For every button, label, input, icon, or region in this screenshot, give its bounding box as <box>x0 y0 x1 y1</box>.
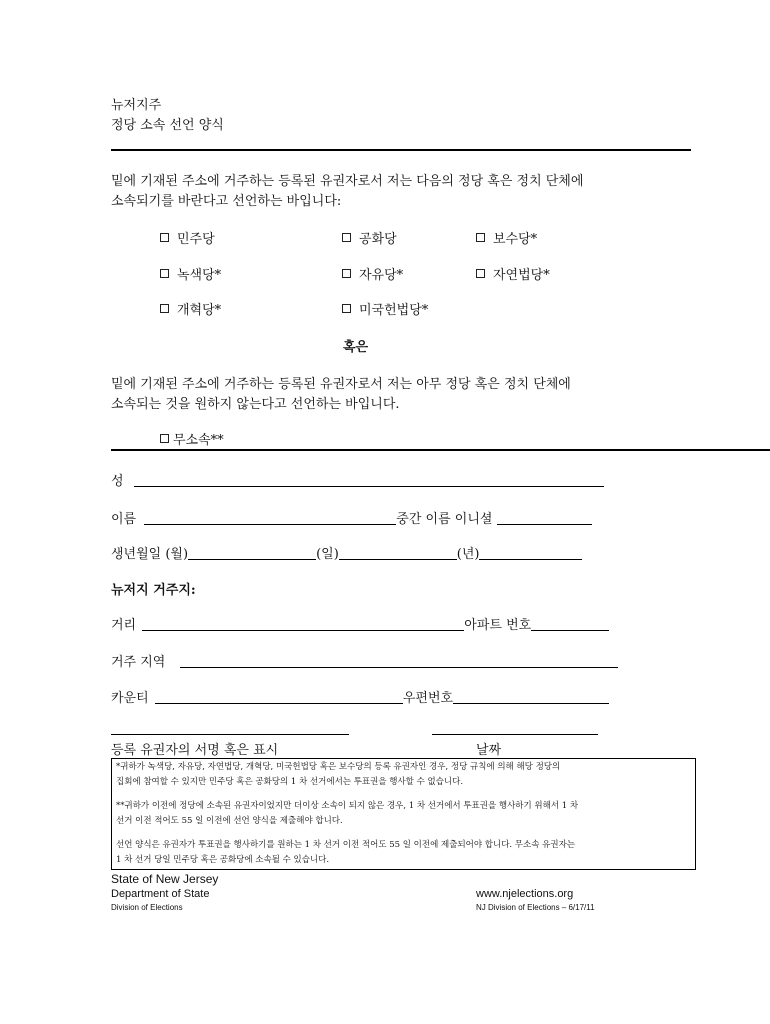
footer-state: State of New Jersey <box>111 872 219 886</box>
last-name-field[interactable] <box>134 474 604 487</box>
apt-label: 아파트 번호 <box>464 618 532 633</box>
option-conservative[interactable] <box>476 228 537 247</box>
middle-initial-label: 중간 이름 이니셜 <box>396 512 493 527</box>
date-label: 날짜 <box>476 743 502 758</box>
first-name-field[interactable] <box>144 512 396 525</box>
option-label: 자유당* <box>359 268 404 283</box>
option-label: 무소속** <box>173 433 224 448</box>
dob-year-label: (년) <box>456 547 480 562</box>
option-reform[interactable] <box>160 299 221 318</box>
checkbox[interactable] <box>160 233 169 242</box>
option-label: 공화당 <box>359 232 397 247</box>
footer-website[interactable]: www.njelections.org <box>476 888 574 900</box>
street-row <box>111 614 609 633</box>
note-1-line-2: 집회에 참여할 수 있지만 민주당 혹은 공화당의 1 차 선거에서는 투표권을 행사할 수 없습니다. <box>116 777 464 787</box>
note-2-line-1: **귀하가 이전에 정당에 소속된 유권자이었지만 더이상 소속이 되지 않은 경우, 1 차 선거에서 투표권을 행사하기 위해서 1 차 <box>116 801 579 811</box>
apt-field[interactable] <box>531 618 609 631</box>
checkbox[interactable] <box>476 269 485 278</box>
signature-field[interactable] <box>111 734 349 735</box>
street-label: 거리 <box>111 618 137 633</box>
option-label: 개혁당* <box>177 303 222 318</box>
form-title: 정당 소속 선언 양식 <box>111 118 224 133</box>
last-name-row <box>111 470 604 489</box>
affiliation-intro-line2: 소속되기를 바란다고 선언하는 바입니다: <box>111 194 342 209</box>
option-republican[interactable] <box>342 228 397 247</box>
checkbox[interactable] <box>342 304 351 313</box>
section-rule <box>111 449 770 451</box>
note-2-line-2: 선거 이전 적어도 55 일 이전에 선언 양식을 제출해야 합니다. <box>116 816 343 826</box>
dob-year-field[interactable] <box>479 547 582 560</box>
dob-month-label: 생년월일 (월) <box>111 547 189 562</box>
checkbox[interactable] <box>476 233 485 242</box>
checkbox[interactable] <box>342 233 351 242</box>
unaffiliated-intro-line2: 소속되는 것을 원하지 않는다고 선언하는 바입니다. <box>111 397 400 412</box>
footer-division: Division of Elections <box>111 903 183 912</box>
option-natural-law[interactable] <box>476 264 550 283</box>
checkbox[interactable] <box>160 304 169 313</box>
notes-box <box>111 758 696 870</box>
county-label: 카운티 <box>111 691 149 706</box>
county-field[interactable] <box>155 691 403 704</box>
zip-label: 우편번호 <box>402 691 454 706</box>
option-libertarian[interactable] <box>342 264 403 283</box>
note-3-line-1: 선언 양식은 유권자가 투표권을 행사하기를 원하는 1 차 선거 이전 적어도 55 일 이전에 제출되어야 합니다. 무소속 유권자는 <box>116 840 575 850</box>
or-label: 혹은 <box>343 340 369 355</box>
option-label: 자연법당* <box>493 268 550 283</box>
header-state: 뉴저지주 <box>111 98 162 113</box>
dob-row <box>111 543 582 562</box>
option-label: 미국헌법당* <box>359 303 429 318</box>
option-us-constitution[interactable] <box>342 299 428 318</box>
signature-label: 등록 유권자의 서명 혹은 표시 <box>111 743 279 758</box>
dob-day-label: (일) <box>316 547 339 562</box>
option-label: 민주당 <box>177 232 215 247</box>
note-3-line-2: 1 차 선거 당일 민주당 혹은 공화당에 소속될 수 있습니다. <box>116 855 330 865</box>
option-unaffiliated[interactable] <box>160 429 224 448</box>
option-label: 보수당* <box>493 232 538 247</box>
zip-field[interactable] <box>453 691 609 704</box>
dob-month-field[interactable] <box>188 547 316 560</box>
first-name-row <box>111 508 592 527</box>
header-rule <box>111 149 691 151</box>
dob-day-field[interactable] <box>339 547 457 560</box>
option-label: 녹색당* <box>177 268 222 283</box>
street-field[interactable] <box>142 618 464 631</box>
checkbox[interactable] <box>160 434 169 443</box>
last-name-label: 성 <box>111 474 124 489</box>
county-row <box>111 687 609 706</box>
affiliation-intro-line1: 밑에 기재된 주소에 거주하는 등록된 유권자로서 저는 다음의 정당 혹은 정치 단체에 <box>111 174 584 189</box>
municipality-label: 거주 지역 <box>111 655 166 670</box>
option-green[interactable] <box>160 264 221 283</box>
municipality-field[interactable] <box>180 655 618 668</box>
residence-heading: 뉴저지 거주지: <box>111 583 196 598</box>
checkbox[interactable] <box>160 269 169 278</box>
first-name-label: 이름 <box>111 512 137 527</box>
middle-initial-field[interactable] <box>497 512 592 525</box>
checkbox[interactable] <box>342 269 351 278</box>
option-democratic[interactable] <box>160 228 215 247</box>
date-field[interactable] <box>432 734 598 735</box>
municipality-row <box>111 651 618 670</box>
note-1-line-1: *귀하가 녹색당, 자유당, 자연법당, 개혁당, 미국헌법당 혹은 보수당의 등록 유권자인 경우, 정당 규칙에 의해 해당 정당의 <box>116 762 561 772</box>
unaffiliated-intro-line1: 밑에 기재된 주소에 거주하는 등록된 유권자로서 저는 아무 정당 혹은 정치 단체에 <box>111 377 571 392</box>
footer-department: Department of State <box>111 888 210 900</box>
footer-form-id: NJ Division of Elections – 6/17/11 <box>476 903 595 912</box>
